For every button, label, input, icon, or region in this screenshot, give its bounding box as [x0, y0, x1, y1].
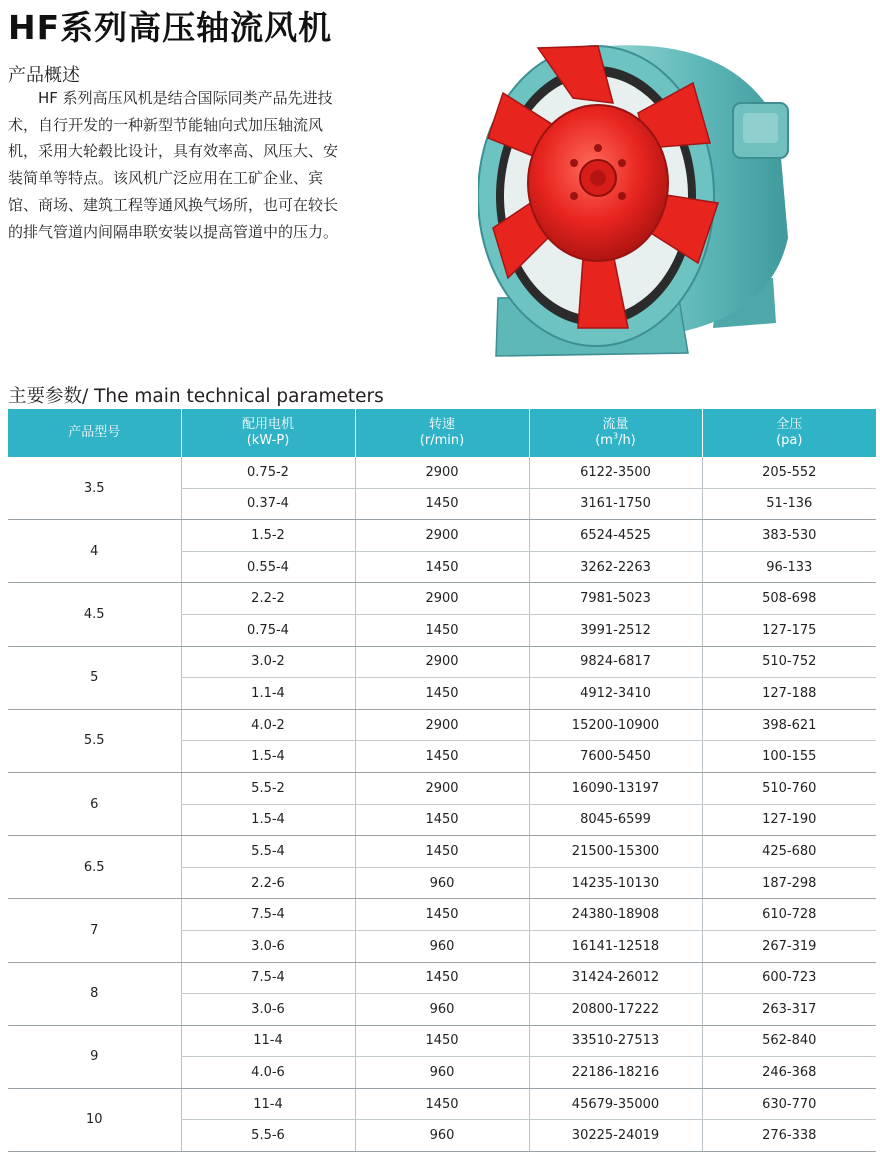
cell-pressure: 276-338	[702, 1120, 876, 1152]
cell-pressure: 127-190	[702, 804, 876, 836]
cell-model: 6.5	[8, 836, 181, 899]
cell-model: 8	[8, 962, 181, 1025]
cell-speed: 1450	[355, 1025, 529, 1057]
cell-motor: 1.5-4	[181, 804, 355, 836]
cell-speed: 2900	[355, 457, 529, 488]
cell-pressure: 263-317	[702, 994, 876, 1026]
cell-speed: 1450	[355, 836, 529, 868]
cell-motor: 7.5-4	[181, 899, 355, 931]
cell-motor: 1.5-2	[181, 520, 355, 552]
cell-speed: 960	[355, 1120, 529, 1152]
table-row	[8, 899, 876, 931]
cell-pressure: 246-368	[702, 1057, 876, 1089]
cell-model: 5.5	[8, 709, 181, 772]
cell-speed: 1450	[355, 741, 529, 773]
cell-pressure: 600-723	[702, 962, 876, 994]
cell-pressure: 630-770	[702, 1088, 876, 1120]
cell-flow: 3262-2263	[529, 551, 702, 583]
cell-pressure: 127-175	[702, 614, 876, 646]
cell-flow: 21500-15300	[529, 836, 702, 868]
cell-flow: 16090-13197	[529, 772, 702, 804]
cell-motor: 1.1-4	[181, 678, 355, 710]
cell-speed: 2900	[355, 520, 529, 552]
cell-flow: 30225-24019	[529, 1120, 702, 1152]
cell-model: 4.5	[8, 583, 181, 646]
cell-motor: 3.0-2	[181, 646, 355, 678]
cell-pressure: 610-728	[702, 899, 876, 931]
cell-motor: 0.37-4	[181, 488, 355, 520]
cell-pressure: 510-752	[702, 646, 876, 678]
cell-flow: 8045-6599	[529, 804, 702, 836]
cell-speed: 1450	[355, 678, 529, 710]
cell-speed: 1450	[355, 614, 529, 646]
table-row	[8, 520, 876, 552]
cell-speed: 1450	[355, 899, 529, 931]
cell-pressure: 127-188	[702, 678, 876, 710]
cell-motor: 7.5-4	[181, 962, 355, 994]
cell-flow: 16141-12518	[529, 930, 702, 962]
cell-motor: 0.75-4	[181, 614, 355, 646]
cell-flow: 7600-5450	[529, 741, 702, 773]
overview-heading: 产品概述	[8, 65, 80, 86]
cell-speed: 960	[355, 1057, 529, 1089]
cell-model: 4	[8, 520, 181, 583]
cell-motor: 3.0-6	[181, 930, 355, 962]
cell-motor: 0.55-4	[181, 551, 355, 583]
cell-speed: 2900	[355, 709, 529, 741]
table-row	[8, 583, 876, 615]
cell-flow: 3991-2512	[529, 614, 702, 646]
cell-speed: 2900	[355, 772, 529, 804]
table-row	[8, 962, 876, 994]
table-row	[8, 836, 876, 868]
cell-flow: 3161-1750	[529, 488, 702, 520]
table-row	[8, 646, 876, 678]
cell-flow: 33510-27513	[529, 1025, 702, 1057]
cell-motor: 2.2-6	[181, 867, 355, 899]
cell-pressure: 510-760	[702, 772, 876, 804]
cell-flow: 24380-18908	[529, 899, 702, 931]
cell-pressure: 96-133	[702, 551, 876, 583]
cell-pressure: 425-680	[702, 836, 876, 868]
cell-speed: 960	[355, 867, 529, 899]
cell-motor: 11-4	[181, 1025, 355, 1057]
cell-pressure: 205-552	[702, 457, 876, 488]
cell-motor: 1.5-4	[181, 741, 355, 773]
cell-model: 9	[8, 1025, 181, 1088]
header-model: 产品型号	[8, 409, 181, 457]
cell-pressure: 562-840	[702, 1025, 876, 1057]
cell-model: 10	[8, 1088, 181, 1151]
cell-motor: 11-4	[181, 1088, 355, 1120]
cell-flow: 45679-35000	[529, 1088, 702, 1120]
cell-flow: 6122-3500	[529, 457, 702, 488]
cell-speed: 960	[355, 930, 529, 962]
cell-motor: 3.0-6	[181, 994, 355, 1026]
header-pressure: 全压 (pa)	[702, 409, 876, 457]
cell-pressure: 187-298	[702, 867, 876, 899]
technical-parameters-table	[8, 409, 876, 1152]
cell-motor: 5.5-6	[181, 1120, 355, 1152]
cell-flow: 14235-10130	[529, 867, 702, 899]
axial-fan-image	[478, 28, 808, 368]
cell-motor: 4.0-2	[181, 709, 355, 741]
cell-flow: 7981-5023	[529, 583, 702, 615]
params-heading: 主要参数/ The main technical parameters	[8, 386, 384, 407]
cell-motor: 5.5-2	[181, 772, 355, 804]
header-speed: 转速 (r/min)	[355, 409, 529, 457]
cell-motor: 2.2-2	[181, 583, 355, 615]
table-row	[8, 1088, 876, 1120]
cell-pressure: 398-621	[702, 709, 876, 741]
cell-flow: 22186-18216	[529, 1057, 702, 1089]
cell-pressure: 51-136	[702, 488, 876, 520]
table-row	[8, 457, 876, 488]
cell-model: 6	[8, 772, 181, 835]
cell-flow: 9824-6817	[529, 646, 702, 678]
cell-flow: 4912-3410	[529, 678, 702, 710]
cell-speed: 2900	[355, 583, 529, 615]
overview-text: HF 系列高压风机是结合国际同类产品先进技术，自行开发的一种新型节能轴向式加压轴流风机，采用大轮毂比设计，具有效率高、风压大、安装简单等特点。该风机广泛应用在工矿企业、宾馆、商场、建筑工程等通风换气场所，也可在较长的排气管道内间隔串联安装以提高管道中的压力。	[8, 89, 339, 241]
cell-pressure: 100-155	[702, 741, 876, 773]
cell-model: 7	[8, 899, 181, 962]
page-title: HF系列高压轴流风机	[8, 8, 333, 47]
cell-speed: 960	[355, 994, 529, 1026]
cell-motor: 0.75-2	[181, 457, 355, 488]
cell-flow: 6524-4525	[529, 520, 702, 552]
table-header-row	[8, 409, 876, 457]
cell-motor: 5.5-4	[181, 836, 355, 868]
table-row	[8, 772, 876, 804]
cell-flow: 20800-17222	[529, 994, 702, 1026]
cell-speed: 1450	[355, 551, 529, 583]
cell-flow: 31424-26012	[529, 962, 702, 994]
cell-pressure: 383-530	[702, 520, 876, 552]
cell-pressure: 508-698	[702, 583, 876, 615]
cell-flow: 15200-10900	[529, 709, 702, 741]
cell-pressure: 267-319	[702, 930, 876, 962]
cell-speed: 1450	[355, 962, 529, 994]
cell-speed: 1450	[355, 1088, 529, 1120]
cell-model: 3.5	[8, 457, 181, 520]
header-motor: 配用电机 (kW-P)	[181, 409, 355, 457]
cell-speed: 2900	[355, 646, 529, 678]
table-row	[8, 1025, 876, 1057]
cell-model: 5	[8, 646, 181, 709]
cell-motor: 4.0-6	[181, 1057, 355, 1089]
table-body	[8, 457, 876, 1152]
cell-speed: 1450	[355, 488, 529, 520]
cell-speed: 1450	[355, 804, 529, 836]
header-flow: 流量 $(m^3/h)$	[529, 409, 702, 457]
table-row	[8, 709, 876, 741]
